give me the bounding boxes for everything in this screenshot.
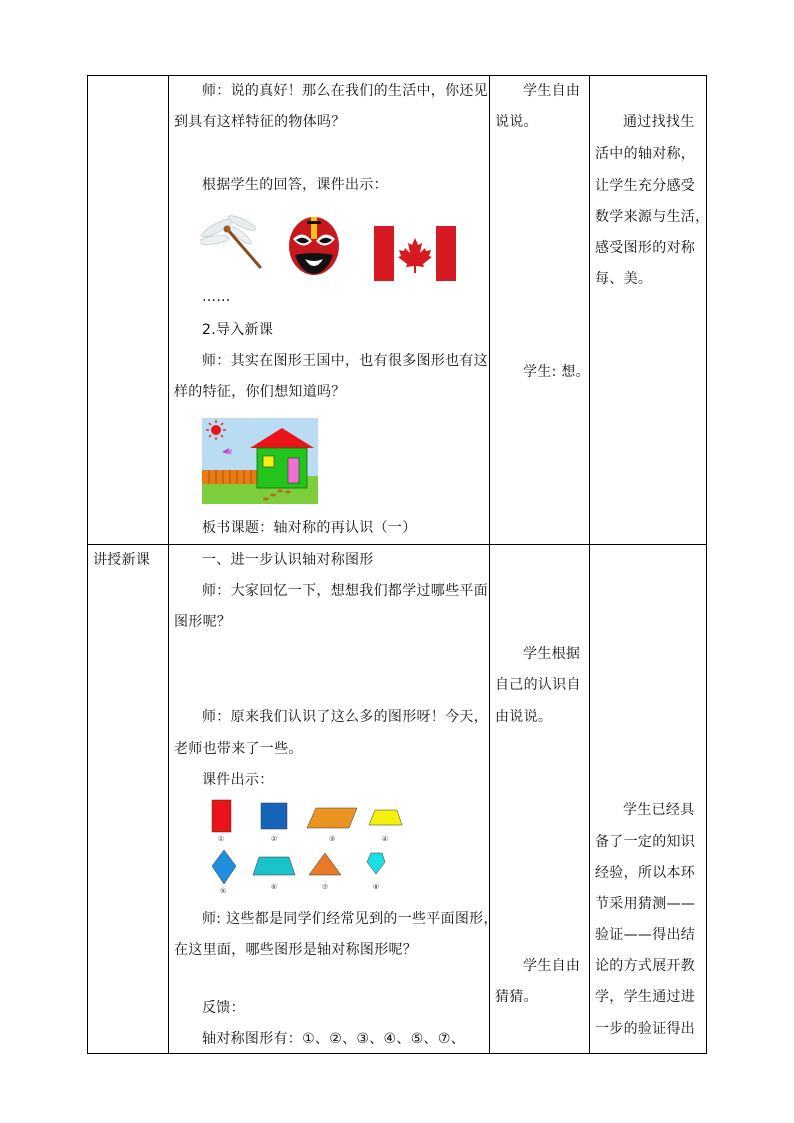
process-text: 师：其实在图形王国中，也有很多图形也有这 (202, 353, 488, 369)
process-text: 轴对称图形有：①、②、③、④、⑤、⑦、 (202, 1031, 466, 1047)
student-activity: 说说。 (495, 114, 538, 130)
process-text: 老师也带来了一些。 (174, 741, 303, 757)
shape-parallelogram (307, 808, 357, 828)
shape-trapezoid (369, 810, 402, 825)
shape-label: ⑤ (219, 887, 227, 895)
shape-label: ⑥ (270, 883, 278, 891)
shape-rhombus (212, 850, 236, 884)
design-intent: 让学生充分感受 (595, 178, 696, 194)
house-scene-icon (202, 418, 318, 504)
ellipsis-text: …… (202, 289, 231, 305)
canada-flag-icon (374, 226, 456, 281)
shape-trapezoid (253, 857, 295, 875)
process-text: 师: 这些都是同学们经常见到的一些平面图形， (202, 911, 498, 927)
dragonfly-icon (200, 213, 262, 269)
table-border-left (87, 75, 88, 1054)
section-heading: 一、进一步认识轴对称图形 (202, 552, 374, 568)
student-activity: 学生自由 (523, 958, 581, 974)
design-intent: 经验，所以本环 (595, 865, 696, 881)
student-activity: 由说说。 (495, 709, 553, 725)
design-intent: 学生已经具 (623, 802, 695, 818)
design-intent: 节采用猜测—— (595, 896, 696, 912)
shape-label: ③ (328, 835, 336, 843)
process-text: 课件出示： (202, 772, 274, 788)
column-divider (168, 75, 169, 1054)
shape-label: ⑧ (372, 883, 380, 891)
process-text: 根据学生的回答，课件出示： (202, 177, 388, 193)
column-divider (589, 75, 590, 1054)
shape-label: ⑦ (321, 883, 329, 891)
section-heading: 2.导入新课 (202, 322, 274, 338)
process-text: 图形呢？ (174, 614, 232, 630)
design-intent: 学，学生通过进 (595, 989, 696, 1005)
student-activity: 学生根据 (523, 646, 581, 662)
opera-mask-icon (287, 211, 341, 277)
design-intent: 备了一定的知识 (595, 834, 696, 850)
student-activity: 学生: 想。 (523, 364, 590, 380)
lesson-plan-table (87, 75, 710, 1054)
student-activity: 猜猜。 (495, 989, 538, 1005)
design-intent: 数学来源与生活， (595, 209, 710, 225)
student-activity: 自己的认识自 (495, 677, 581, 693)
process-text: 师：原来我们认识了这么多的图形呀！今天， (202, 709, 488, 725)
shape-pentagon (367, 853, 385, 874)
shape-square (261, 803, 287, 829)
shape-label: ① (217, 835, 225, 843)
shape-triangle (309, 853, 341, 875)
plane-shapes-figure (201, 794, 411, 897)
process-text: 师：说的真好！那么在我们的生活中，你还见 (202, 83, 488, 99)
design-intent: 论的方式展开教 (595, 958, 696, 974)
process-text: 在这里面，哪些图形是轴对称图形呢？ (174, 942, 418, 958)
process-text: 样的特征，你们想知道吗？ (174, 384, 346, 400)
shape-label: ② (270, 835, 278, 843)
design-intent: 每、美。 (595, 271, 653, 287)
design-intent: 验证——得出结 (595, 927, 696, 943)
design-intent: 感受图形的对称 (595, 240, 696, 256)
shape-label: ④ (381, 835, 389, 843)
student-activity: 学生自由 (523, 83, 581, 99)
process-text: 师：大家回忆一下，想想我们都学过哪些平面 (202, 583, 488, 599)
design-intent: 一步的验证得出 (595, 1021, 696, 1037)
process-text: 到具有这样特征的物体吗？ (174, 114, 346, 130)
design-intent: 通过找找生 (623, 114, 695, 130)
board-title: 板书课题：轴对称的再认识（一） (202, 520, 417, 536)
shape-rectangle (212, 800, 231, 832)
design-intent: 活中的轴对称， (595, 146, 696, 162)
stage-label: 讲授新课 (93, 552, 151, 568)
process-text: 反馈： (202, 1000, 245, 1016)
